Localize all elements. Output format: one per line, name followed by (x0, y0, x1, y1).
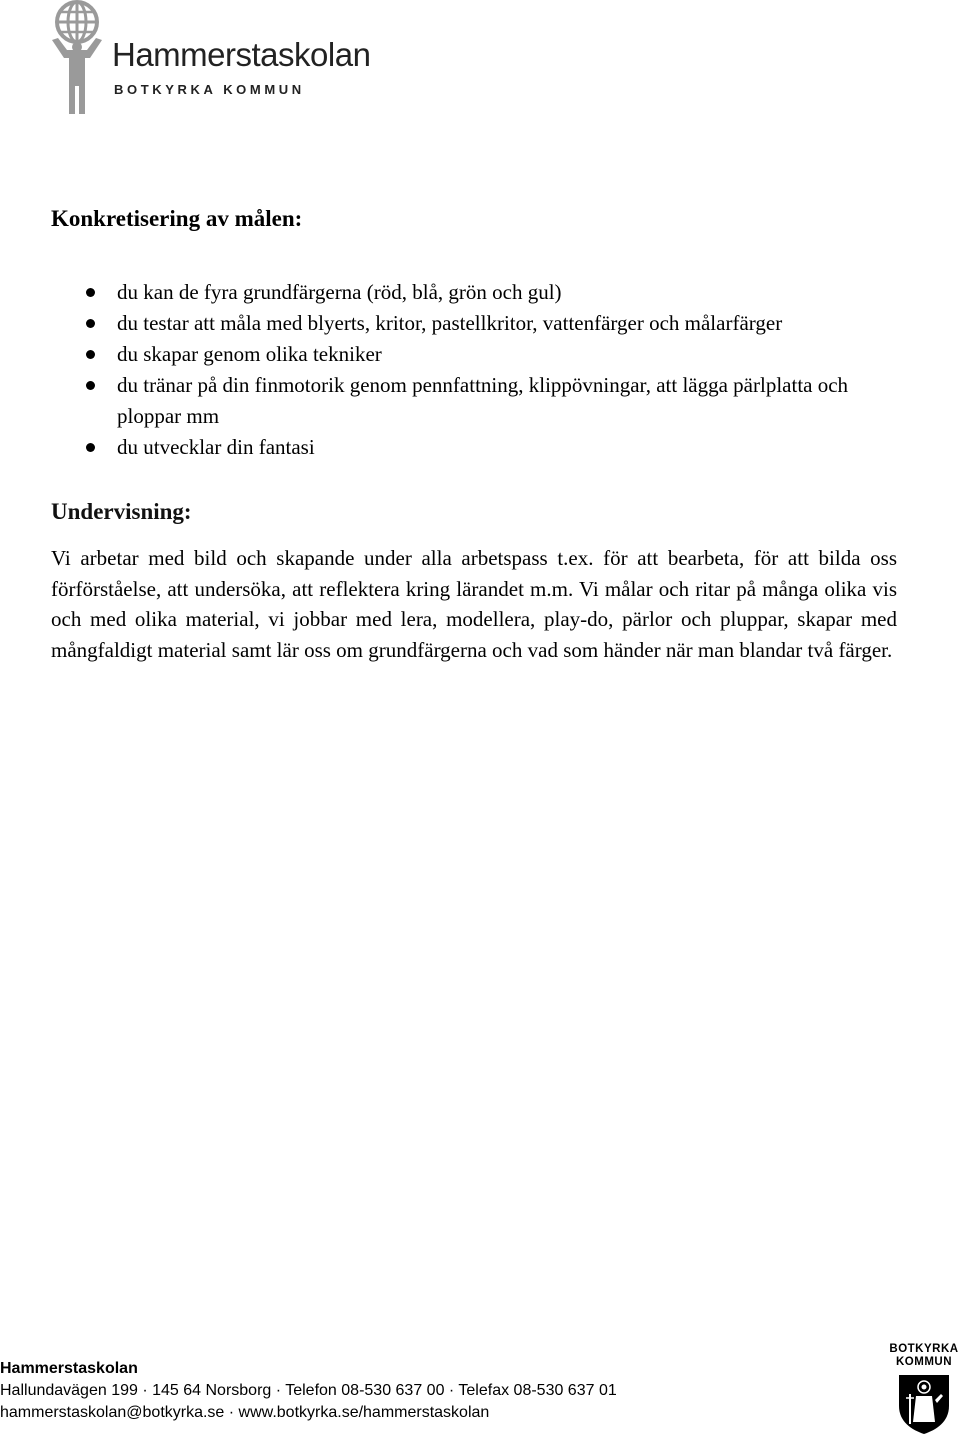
teaching-paragraph: Vi arbetar med bild och skapande under alla arbetspass t.ex. för att bearbeta, för att bilda oss förförståelse, att undersöka, att reflektera kring lärandet m.m. Vi målar och ritar på många olika vis och med olika material, vi jobbar med lera, modellera, play-do, pärlor och pluppar, skapar med mångfaldigt material samt lär oss om grundfärgerna och vad som händer när man blandar två färger. (51, 546, 897, 662)
municipality-name: BOTKYRKA KOMMUN (114, 82, 305, 97)
footer-address: Hallundavägen 199 · 145 64 Norsborg · Telefon 08-530 637 00 · Telefax 08-530 637 01 (0, 1382, 617, 1399)
bullet-icon (86, 443, 95, 452)
footer-contact: hammerstaskolan@botkyrka.se · www.botkyrka.se/hammerstaskolan (0, 1404, 490, 1421)
list-item (117, 432, 877, 463)
bullet-icon (86, 381, 95, 390)
goal-text: du kan de fyra grundfärgerna (röd, blå, grön och gul) (117, 280, 562, 304)
municipal-crest-icon (896, 1372, 952, 1436)
crest-line-2: KOMMUN (895, 1356, 953, 1368)
bullet-icon (86, 350, 95, 359)
list-item (117, 370, 877, 432)
bullet-icon (86, 288, 95, 297)
main-content (51, 204, 897, 665)
page-footer (0, 1358, 700, 1424)
goals-heading: Konkretisering av målen: (51, 206, 303, 231)
goal-text: du testar att måla med blyerts, kritor, pastellkritor, vattenfärger och målarfärger (117, 311, 783, 335)
goal-text: du tränar på din finmotorik genom pennfattning, klippövningar, att lägga pärlplatta och ploppar mm (117, 373, 849, 428)
goal-text: du utvecklar din fantasi (117, 435, 315, 459)
school-name: Hammerstaskolan (112, 36, 371, 73)
goals-list (51, 277, 897, 463)
bullet-icon (86, 319, 95, 328)
footer-title: Hammerstaskolan (0, 1360, 138, 1377)
page-header (50, 0, 470, 120)
globe-person-icon (50, 0, 106, 116)
goal-text: du skapar genom olika tekniker (117, 342, 382, 366)
list-item (117, 339, 877, 370)
list-item (117, 308, 877, 339)
municipal-crest (888, 1343, 960, 1437)
teaching-heading: Undervisning: (51, 499, 192, 524)
list-item (117, 277, 877, 308)
crest-line-1: BOTKYRKA (889, 1343, 959, 1355)
